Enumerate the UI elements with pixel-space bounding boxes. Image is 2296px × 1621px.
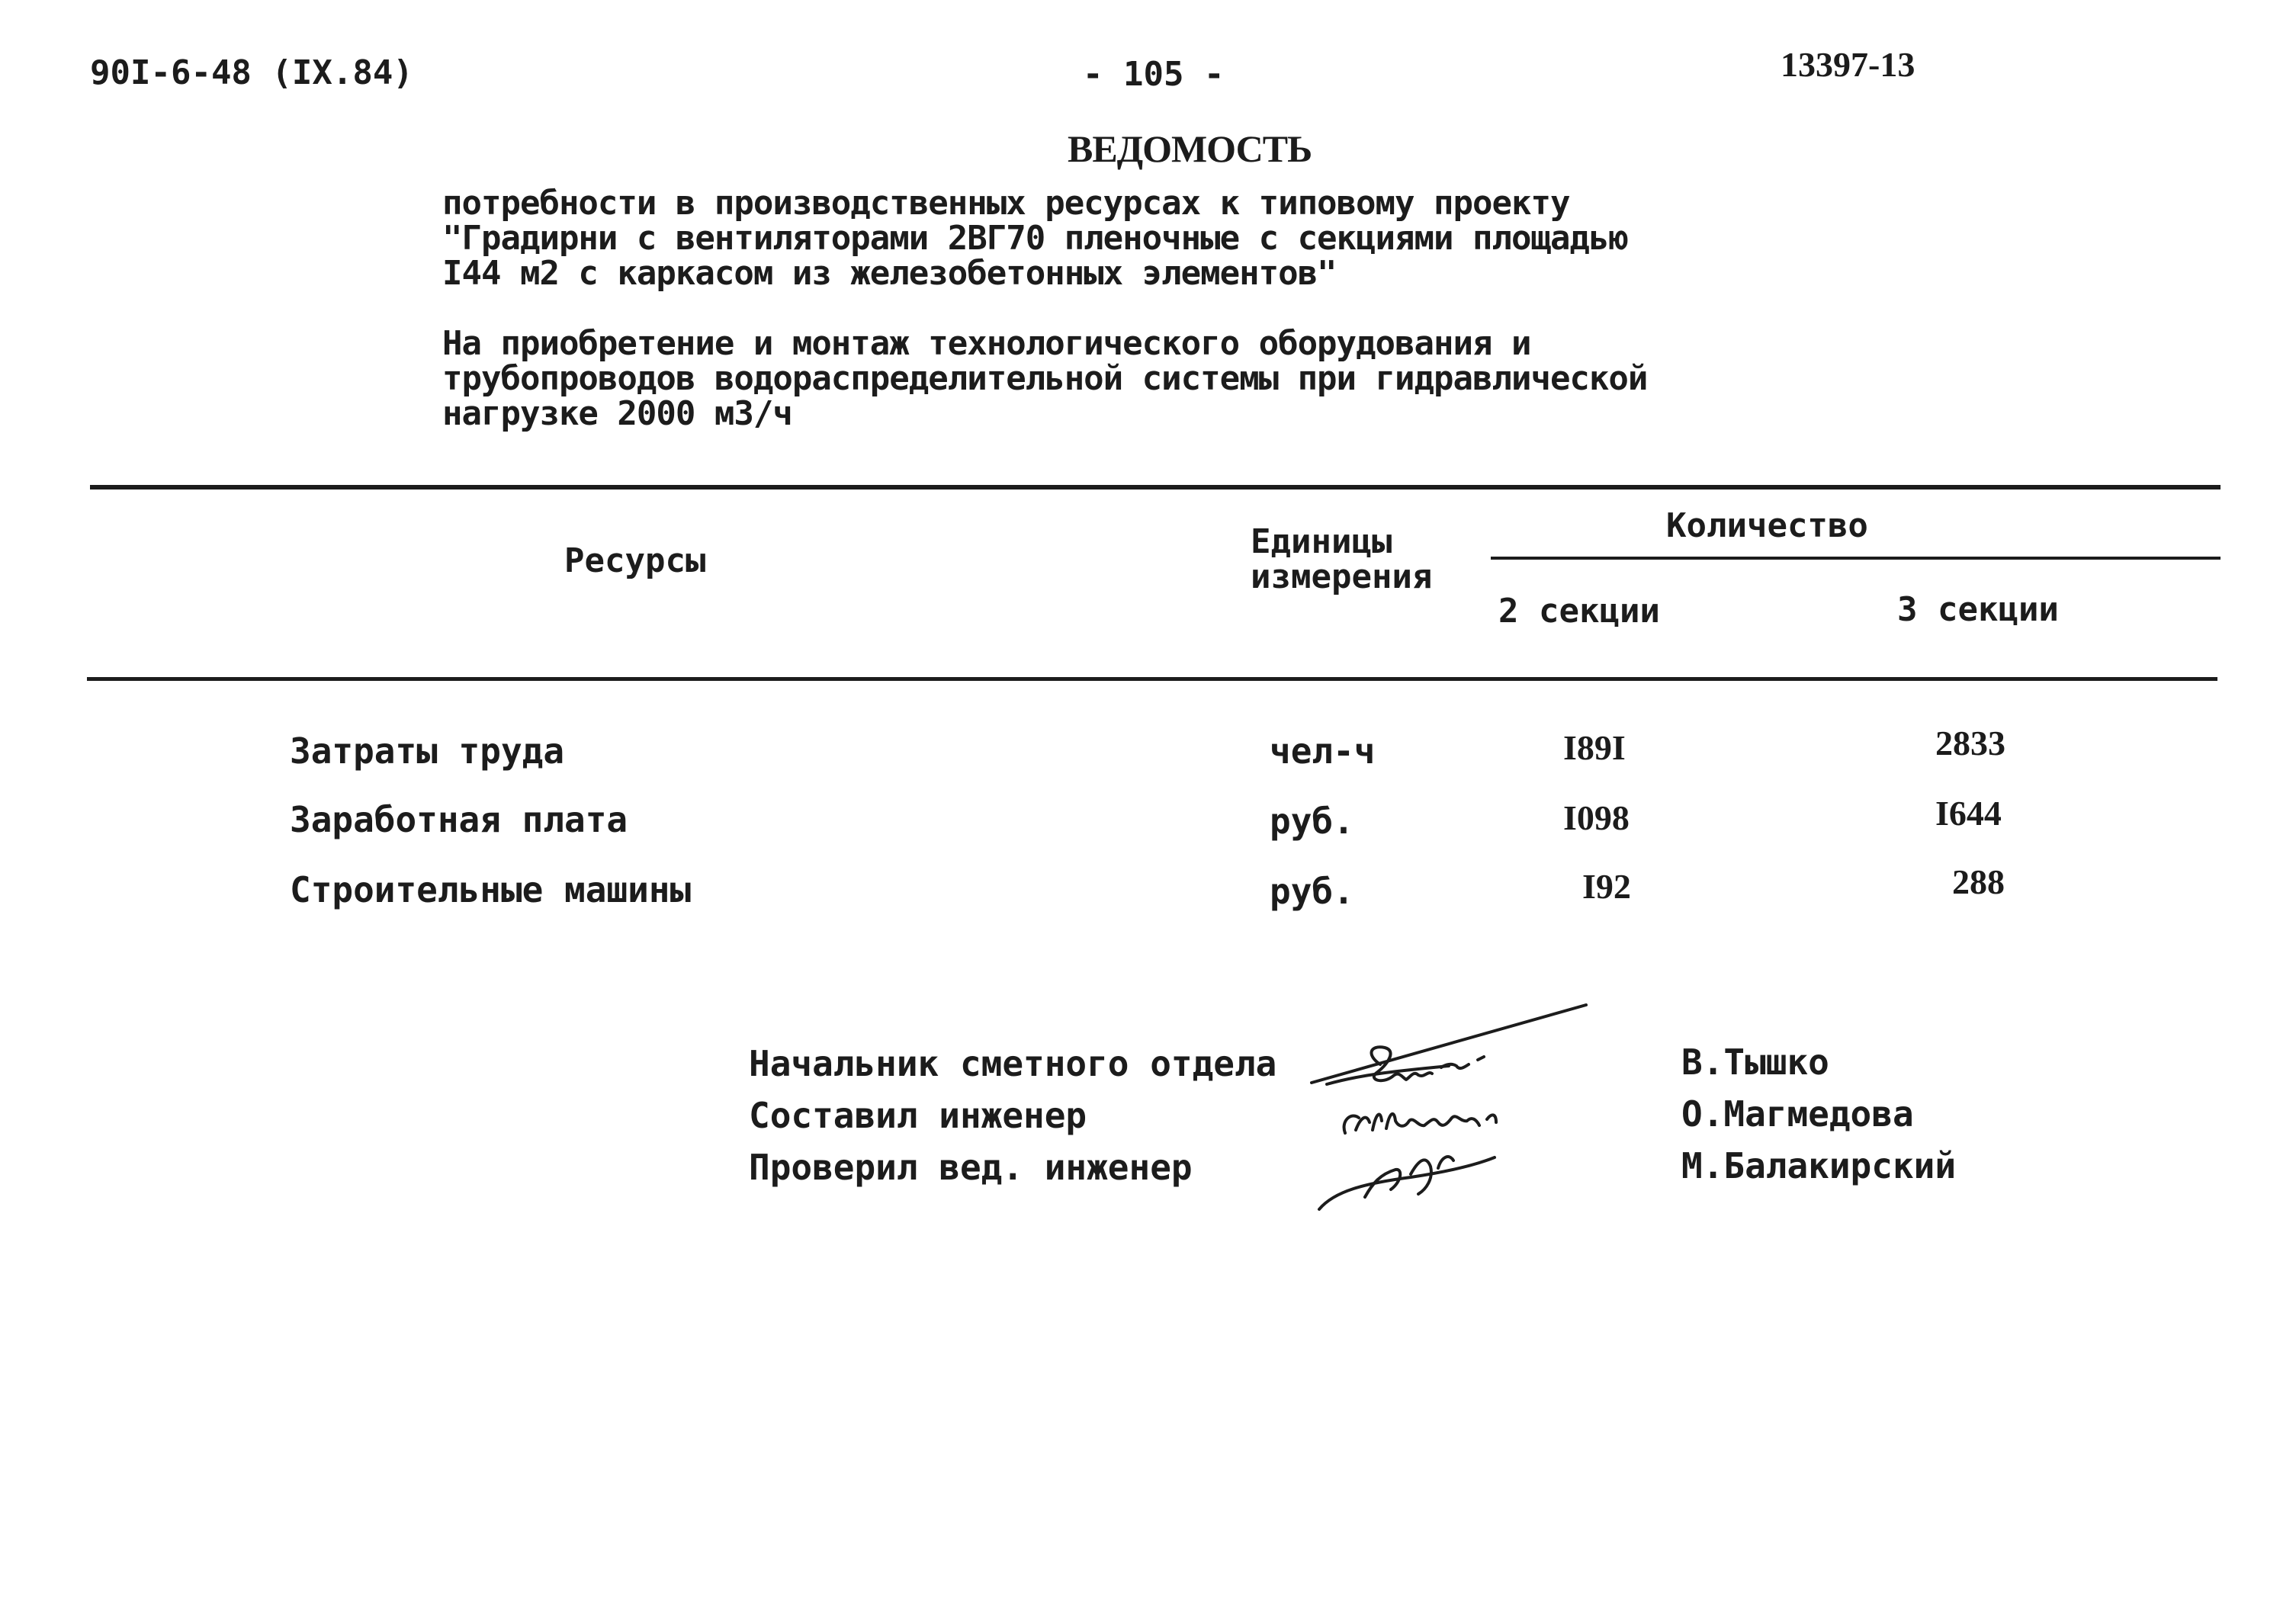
signer-name: О.Магмедова	[1681, 1093, 1914, 1135]
value-3-sections: 288	[1952, 862, 2005, 901]
page-number: - 105 -	[1083, 55, 1225, 94]
archive-number: 13397-13	[1781, 45, 1915, 84]
table-header-bottom-rule	[87, 677, 2217, 681]
document-title: ВЕДОМОСТЬ	[1068, 127, 1312, 170]
value-2-sections: I098	[1563, 798, 1630, 837]
col-header-2-sections: 2 секции	[1498, 592, 1660, 631]
col-header-units-line: измерения	[1251, 557, 1433, 596]
signer-role: Начальник сметного отдела	[749, 1043, 1277, 1084]
signer-name: М.Балакирский	[1681, 1145, 1957, 1186]
value-3-sections: 2833	[1935, 724, 2005, 762]
purpose-line: нагрузке 2000 м3/ч	[442, 394, 792, 433]
unit: чел-ч	[1270, 730, 1376, 772]
signer-role: Составил инженер	[749, 1095, 1087, 1136]
col-header-3-sections: 3 секции	[1897, 590, 2059, 629]
resource-name: Строительные машины	[290, 869, 692, 910]
signature-2-graphic	[1344, 1114, 1496, 1133]
resource-name: Заработная плата	[290, 799, 628, 840]
purpose-line: трубопроводов водораспределительной системы при гидравлической	[442, 359, 1648, 398]
subtitle-line: "Градирни с вентиляторами 2ВГ70 пленочные с секциями площадью	[442, 219, 1628, 258]
value-2-sections: I92	[1582, 867, 1631, 906]
col-header-quantity: Количество	[1666, 506, 1868, 545]
subtitle-line: потребности в производственных ресурсах к типовому проекту	[442, 184, 1570, 223]
unit: руб.	[1270, 801, 1354, 842]
resource-name: Затраты труда	[290, 730, 565, 772]
col-header-units-line: Единицы	[1251, 522, 1392, 561]
handwritten-signatures	[1296, 991, 1601, 1220]
signature-3-graphic	[1319, 1157, 1495, 1209]
document-code: 90I-6-48 (IX.84)	[90, 53, 413, 92]
value-2-sections: I89I	[1563, 728, 1626, 767]
subtitle	[442, 186, 1628, 291]
table-top-rule	[90, 485, 2221, 490]
signature-1-graphic	[1312, 1005, 1586, 1084]
unit: руб.	[1270, 871, 1354, 912]
col-header-units	[1251, 522, 1433, 596]
col-header-resources: Ресурсы	[564, 541, 706, 580]
value-3-sections: I644	[1935, 794, 2002, 833]
purpose-text	[442, 326, 1647, 432]
signer-name: В.Тышко	[1681, 1042, 1829, 1083]
signer-role: Проверил вед. инженер	[749, 1147, 1193, 1188]
purpose-line: На приобретение и монтаж технологического оборудования и	[442, 324, 1531, 363]
subtitle-line: I44 м2 с каркасом из железобетонных элементов"	[442, 254, 1337, 293]
quantity-divider-rule	[1491, 557, 2221, 560]
